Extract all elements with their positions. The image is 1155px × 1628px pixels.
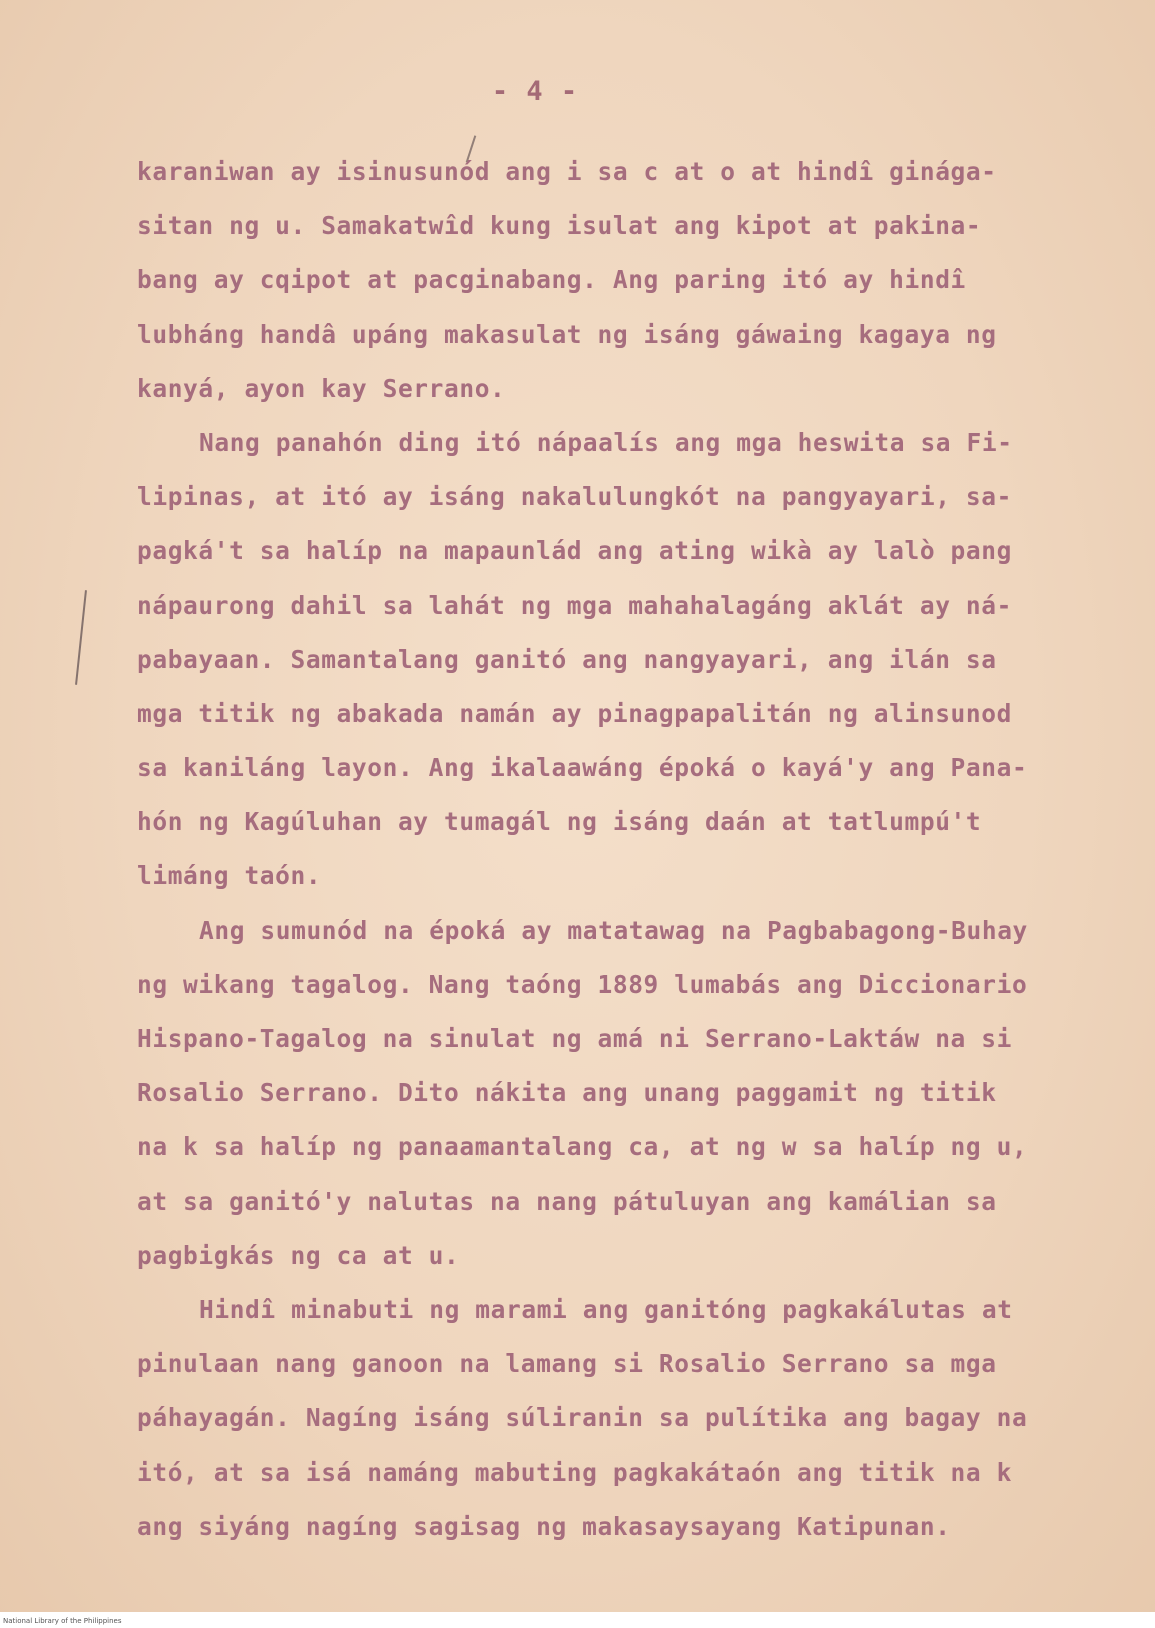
text-line: Rosalio Serrano. Dito nákita ang unang paggamit ng titik	[137, 1078, 997, 1108]
text-line: ng wikang tagalog. Nang taóng 1889 lumabás ang Diccionario	[137, 969, 1028, 999]
text-line: pagká't sa halíp na mapaunlád ang ating wikà ay lalò pang	[137, 536, 1012, 566]
margin-pencil-line	[75, 590, 87, 685]
text-line: mga titik ng abakada namán ay pinagpapalitán ng alinsunod	[137, 698, 1012, 728]
text-line: Hispano-Tagalog na sinulat ng amá ni Serrano-Laktáw na si	[137, 1024, 1012, 1053]
text-line: Nang panahón ding itó nápaalís ang mga heswita sa Fi-	[199, 427, 1013, 457]
text-line: hón ng Kagúluhan ay tumagál ng isáng daán at tatlumpú't	[137, 807, 982, 837]
text-line: lubháng handâ upáng makasulat ng isáng gáwaing kagaya ng	[137, 319, 997, 349]
text-line: páhayagán. Nagíng isáng súliranin sa pulítika ang bagay na	[137, 1403, 1028, 1433]
text-line: Ang sumunód na époká ay matatawag na Pagbabagong-Buhay	[199, 915, 1028, 945]
text-line: lipinas, at itó ay isáng nakalulungkót na pangyayari, sa-	[137, 482, 1012, 512]
page-number: - 4 -	[491, 76, 579, 107]
text-line: limáng taón.	[137, 861, 322, 891]
body-text	[137, 145, 1067, 1554]
library-footer: National Library of the Philippines	[3, 1617, 122, 1625]
text-line: pagbigkás ng ca at u.	[137, 1240, 460, 1270]
text-line: sitan ng u. Samakatwîd kung isulat ang kipot at pakina-	[137, 211, 982, 241]
text-line: kanyá, ayon kay Serrano.	[137, 373, 506, 403]
footer-strip	[0, 1612, 1155, 1628]
text-line: karaniwan ay isinusunód ang i sa c at o at hindî ginága-	[137, 157, 997, 186]
paragraph-3	[137, 904, 1067, 1283]
text-line: at sa ganitó'y nalutas na nang pátuluyan ang kamálian sa	[137, 1186, 997, 1216]
text-line: itó, at sa isá namáng mabuting pagkakátaón ang titik na k	[137, 1457, 1012, 1487]
text-line: pinulaan nang ganoon na lamang si Rosalio Serrano sa mga	[137, 1349, 997, 1379]
paragraph-4	[137, 1283, 1067, 1554]
text-line: na k sa halíp ng panaamantalang ca, at ng w sa halíp ng u,	[137, 1132, 1028, 1162]
text-line: sa kaniláng layon. Ang ikalaawáng époká o kayá'y ang Pana-	[137, 753, 1028, 783]
text-line: ang siyáng nagíng sagisag ng makasaysayang Katipunan.	[137, 1511, 951, 1541]
text-line: Hindî minabuti ng marami ang ganitóng pagkakálutas at	[199, 1294, 1013, 1324]
paragraph-2	[137, 416, 1067, 904]
text-line: bang ay cqipot at pacginabang. Ang paring itó ay hindî	[137, 265, 966, 295]
text-line: pabayaan. Samantalang ganitó ang nangyayari, ang ilán sa	[137, 644, 997, 674]
paragraph-1	[137, 145, 1067, 416]
text-line: nápaurong dahil sa lahát ng mga mahahalagáng aklát ay ná-	[137, 590, 1012, 620]
